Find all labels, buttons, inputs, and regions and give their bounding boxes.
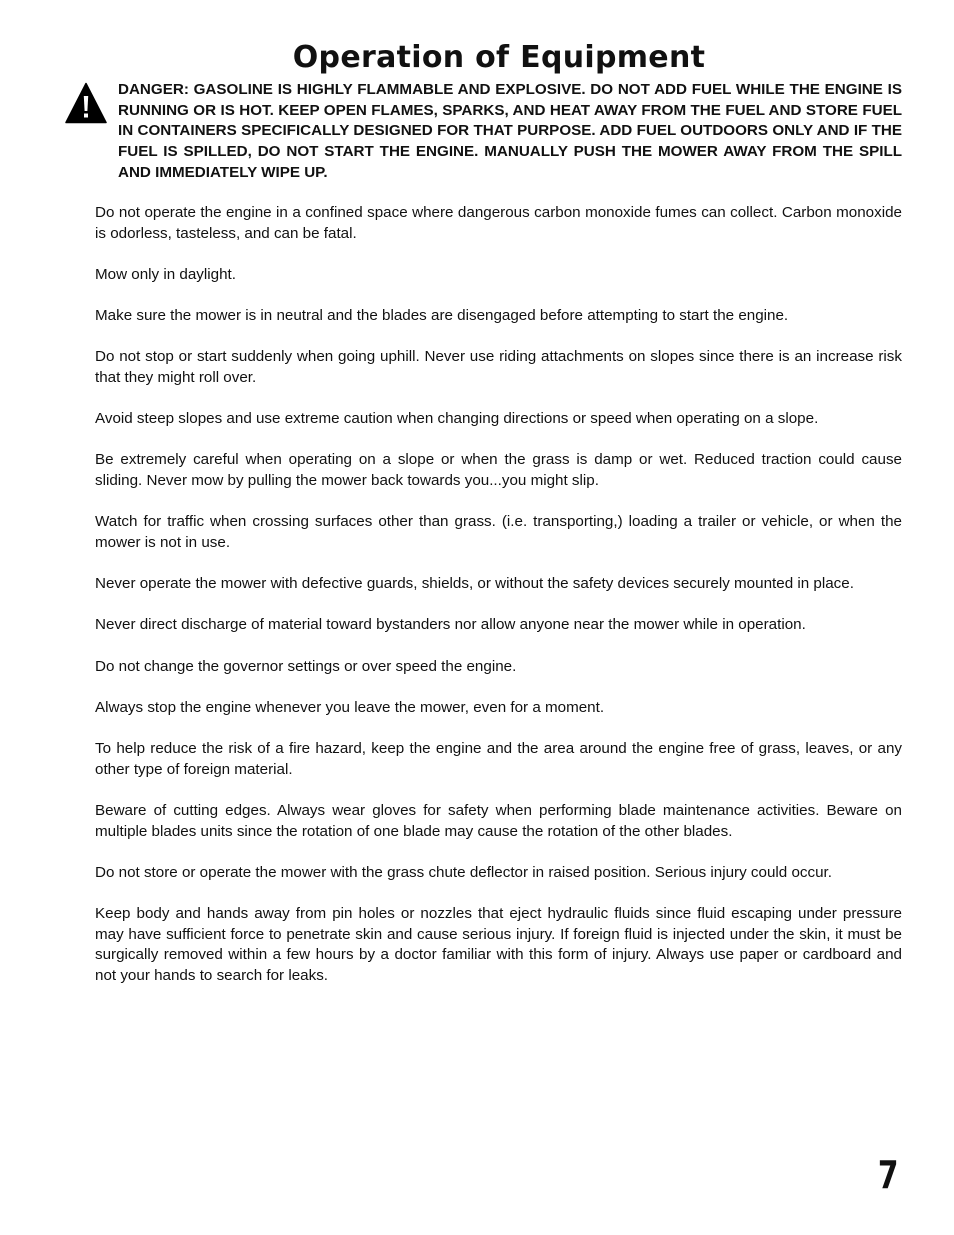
instruction-paragraph: Avoid steep slopes and use extreme caution when changing directions or speed when operating on a slope. (95, 410, 819, 428)
page-title: Operation of Equipment (292, 40, 706, 75)
instruction-paragraph: Keep body and hands away from pin holes or nozzles that eject hydraulic fluids since fluid escaping under pressure may have sufficient force to penetrate skin and cause serious injury. If foreign fluid is injected under the skin, it must be surgically removed within a few hours by a doctor familiar with this form of injury. Always use paper or cardboard and not your hands to search for leaks. (95, 905, 902, 985)
instruction-paragraph: Never direct discharge of material toward bystanders nor allow anyone near the mower while in operation. (95, 616, 806, 634)
danger-warning-text: DANGER: GASOLINE IS HIGHLY FLAMMABLE AND EXPLOSIVE. DO NOT ADD FUEL WHILE THE ENGINE IS RUNNING OR IS HOT. KEEP OPEN FLAMES, SPARKS, AND HEAT AWAY FROM THE FUEL AND STORE FUEL IN CONTAINERS SPECIFICALLY DESIGNED FOR THAT PURPOSE. ADD FUEL OUTDOORS ONLY AND IF THE FUEL IS SPILLED, DO NOT START THE ENGINE. MANUALLY PUSH THE MOWER AWAY FROM THE SPILL AND IMMEDIATELY WIPE UP. (118, 81, 902, 181)
instruction-paragraph: Never operate the mower with defective guards, shields, or without the safety devices securely mounted in place. (95, 575, 854, 593)
warning-triangle-icon (65, 82, 107, 124)
instruction-paragraph: Do not stop or start suddenly when going uphill. Never use riding attachments on slopes since there is an increase risk that they might roll over. (95, 348, 902, 387)
instruction-paragraph: Do not store or operate the mower with the grass chute deflector in raised position. Serious injury could occur. (95, 863, 832, 881)
instruction-paragraph: Be extremely careful when operating on a slope or when the grass is damp or wet. Reduced traction could cause sliding. Never mow by pulling the mower back towards you...you might slip. (95, 451, 902, 490)
page-number: 7 (877, 1153, 898, 1197)
instruction-paragraph: Do not operate the engine in a confined space where dangerous carbon monoxide fumes can collect. Carbon monoxide is odorless, tasteless, and can be fatal. (95, 204, 902, 242)
instruction-paragraph: To help reduce the risk of a fire hazard, keep the engine and the area around the engine free of grass, leaves, or any other type of foreign material. (95, 740, 902, 778)
instruction-paragraph: Make sure the mower is in neutral and the blades are disengaged before attempting to start the engine. (95, 307, 789, 325)
instruction-paragraph: Mow only in daylight. (95, 265, 236, 283)
instruction-paragraph: Always stop the engine whenever you leave the mower, even for a moment. (95, 698, 605, 716)
instruction-paragraph: Watch for traffic when crossing surfaces other than grass. (i.e. transporting,) loading a trailer or vehicle, or when the mower is not in use. (95, 513, 902, 552)
instruction-paragraph: Do not change the governor settings or over speed the engine. (95, 657, 517, 675)
instruction-paragraph: Beware of cutting edges. Always wear gloves for safety when performing blade maintenance activities. Beware on multiple blades units since the rotation of one blade may cause the rotation of the other blades. (95, 801, 902, 840)
safety-instructions (95, 203, 902, 1007)
